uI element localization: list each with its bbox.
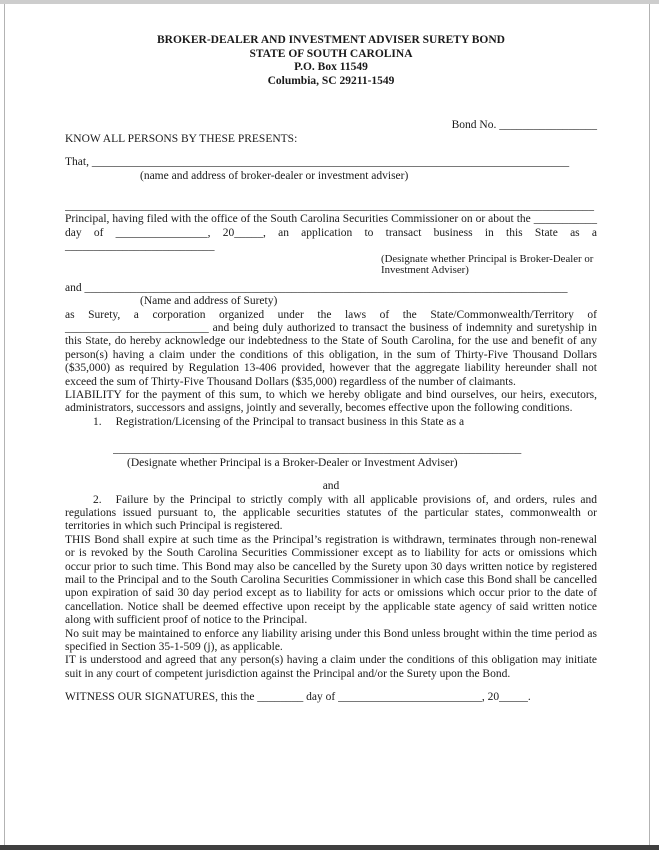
surety-paragraph: as Surety, a corporation organized under the laws of the State/Commonwealth/Territory of _________________________ and being duly authorized to transact the business of indemnity and suretyship in this State, do hereby acknowledge our indebtedness to the State of South Carolina, for the use and benefit of any person(s) having a claim under the conditions of this obligation, in the sum of Thirty-Five Thousand Dollars ($35,000) as required by Regulation 13-406 provided, however that the aggregate liability hereunder shall not exceed the sum of Thirty-Five Thousand Dollars ($35,000) regardless of the number of claimants. <box>65 308 597 388</box>
condition-2-text: Failure by the Principal to strictly comply with all applicable provisions of, and orders, rules and regulations issued pursuant to, the applicable securities statutes of the particular states, commonwealth or territories in which such Principal is registered. <box>65 493 597 533</box>
liability-paragraph: LIABILITY for the payment of this sum, to which we hereby obligate and bind ourselves, our heirs, executors, administrators, successors and assigns, jointly and severally, becomes effective upon the following conditions. <box>65 389 597 415</box>
page-edge-right <box>649 4 650 845</box>
principal-filing-paragraph: Principal, having filed with the office of the South Carolina Securities Commissioner on or about the ___________ day of ________________, 20_____, an application to transact business in this State as a __________________________ <box>65 213 597 253</box>
condition-2-number: 2. <box>93 493 102 506</box>
principal-name-caption: (name and address of broker-dealer or investment adviser) <box>140 169 409 182</box>
bond-number-field: Bond No. _________________ <box>451 119 597 132</box>
expiry-paragraph: THIS Bond shall expire at such time as the Principal’s registration is withdrawn, terminates through non-renewal or is revoked by the South Carolina Securities Commissioner except as to liability for acts or omissions which occur prior to such time. This Bond may also be cancelled by the Surety upon 30 days written notice by registered mail to the Principal and to the South Carolina Securities Commissioner in which case this Bond shall be cancelled upon expiration of said 30 day period except as to liability for acts or omissions which occur prior to the date of cancellation. Notice shall be deemed effective upon receipt by the applicable state agency of said written notice along with sufficient proof of notice to the Principal. <box>65 533 597 627</box>
title-line-1: BROKER-DEALER AND INVESTMENT ADVISER SURETY BOND <box>157 34 505 46</box>
designate-principal-caption: (Designate whether Principal is Broker-Dealer or Investment Adviser) <box>381 252 594 277</box>
title-line-2: STATE OF SOUTH CAROLINA <box>249 47 413 60</box>
surety-name-blank: and ____________________________________________________________________________________ <box>65 281 568 294</box>
condition-1-number: 1. <box>93 415 102 428</box>
condition-1-text: Registration/Licensing of the Principal to transact business in this State as a <box>115 415 465 428</box>
claim-paragraph: IT is understood and agreed that any person(s) having a claim under the conditions of this obligation may initiate suit in any court of competent jurisdiction against the Principal and/or the Surety upon the Bond. <box>65 654 597 680</box>
witness-signatures-line: WITNESS OUR SIGNATURES, this the ________ day of _________________________, 20_____. <box>65 691 531 704</box>
principal-address-blank: ____________________________________________________________________________________________ <box>65 200 594 212</box>
suit-limitation-paragraph: No suit may be maintained to enforce any liability arising under this Bond unless brought within the time period as specified in Section 35-1-509 (j), as applicable. <box>65 627 597 653</box>
surety-name-caption: (Name and address of Surety) <box>140 295 278 308</box>
and-connector: and <box>322 480 340 493</box>
page-edge-bottom <box>0 845 659 850</box>
know-all-persons-line: KNOW ALL PERSONS BY THESE PRESENTS: <box>65 132 298 145</box>
condition-1-designate-block <box>113 443 525 470</box>
condition-item-2 <box>65 494 597 534</box>
document-title <box>65 34 597 88</box>
title-line-4: Columbia, SC 29211-1549 <box>267 74 395 87</box>
condition-1-blank: _______________________________________________________________________ <box>113 443 522 456</box>
condition-1-caption: (Designate whether Principal is a Broker-Dealer or Investment Adviser) <box>127 456 458 469</box>
principal-name-blank: That, ___________________________________________________________________________________ <box>65 156 570 169</box>
title-line-3: P.O. Box 11549 <box>294 61 368 74</box>
document-content <box>5 4 649 705</box>
condition-item-1 <box>65 416 597 429</box>
